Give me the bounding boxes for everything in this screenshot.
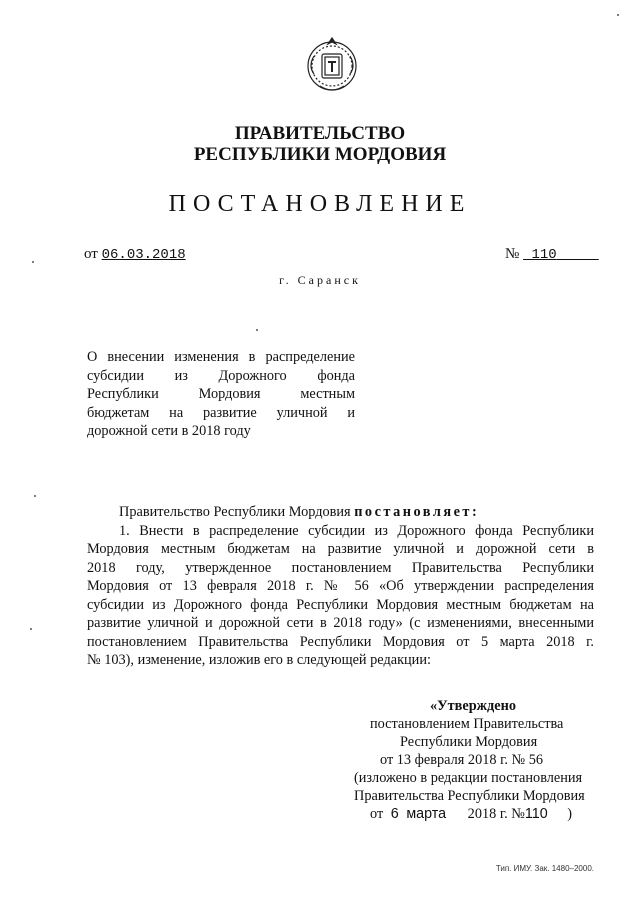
approval-line: Правительства Республики Мордовия	[354, 788, 585, 804]
paragraph-line: 2018 году, утвержденное постановлением Правительства Республики	[87, 559, 594, 576]
scan-speck	[617, 14, 619, 16]
government-name-line1: ПРАВИТЕЛЬСТВО	[234, 123, 406, 144]
paragraph-line: Мордовия от 13 февраля 2018 г. № 56 «Об утверждении распределения	[87, 578, 594, 594]
paragraph-line: постановлением Правительства Республики Мордовия от 5 марта 2018 г.	[87, 633, 594, 650]
number-value: 110	[531, 247, 557, 263]
subject-line: О внесении изменения в распределение	[87, 349, 355, 365]
number-prefix: №	[505, 246, 520, 262]
approval-number: 110	[524, 806, 548, 822]
approval-date-line: от 6 марта 2018 г. №110 )	[370, 806, 573, 822]
approval-line: (изложено в редакции постановления	[354, 770, 583, 786]
subject-line: Республики Мордовия местным	[87, 386, 355, 402]
date-prefix: от	[84, 246, 98, 262]
subject-line: бюджетам на развитие уличной и	[87, 404, 355, 421]
decree-verb: постановляет:	[354, 504, 480, 520]
intro-line: Правительство Республики Мордовия постановляет:	[119, 504, 480, 520]
approval-line: постановлением Правительства	[370, 716, 564, 732]
scan-speck	[256, 329, 258, 331]
document-date	[84, 246, 186, 263]
approval-line: Республики Мордовия	[400, 734, 538, 750]
city-label: г. Саранск	[279, 273, 361, 287]
paragraph-line: № 103), изменение, изложив его в следующей редакции:	[87, 652, 431, 668]
scan-speck	[32, 261, 34, 263]
coat-of-arms-emblem	[302, 30, 362, 100]
paragraph-line: субсидии из Дорожного фонда Республики Мордовия местным бюджетам на	[87, 596, 594, 613]
body-text	[87, 503, 594, 670]
scan-speck	[34, 495, 36, 497]
scan-speck	[30, 628, 32, 630]
paragraph-line: 1. Внести в распределение субсидии из Дорожного фонда Республики	[119, 522, 594, 539]
subject-line: дорожной сети в 2018 году	[87, 423, 251, 439]
date-value: 06.03.2018	[101, 247, 186, 263]
subject-line: субсидии из Дорожного фонда	[87, 367, 355, 384]
print-info: Тип. ИМУ. Зак. 1480–2000.	[495, 864, 594, 873]
government-name-line2: РЕСПУБЛИКИ МОРДОВИЯ	[193, 144, 447, 165]
document-type-title: ПОСТАНОВЛЕНИЕ	[168, 191, 472, 217]
paragraph-line: Мордовия местным бюджетам на развитие уличной и дорожной сети в	[87, 541, 594, 557]
approval-month: марта	[406, 806, 447, 822]
approval-day: 6	[390, 806, 399, 822]
approval-title: «Утверждено	[430, 698, 517, 714]
approval-line: от 13 февраля 2018 г. № 56	[380, 752, 543, 768]
paragraph-line: развитие уличной и дорожной сети в 2018 году» (с изменениями, внесенными	[87, 615, 594, 631]
document-subject	[87, 348, 355, 441]
document-number	[505, 246, 599, 263]
